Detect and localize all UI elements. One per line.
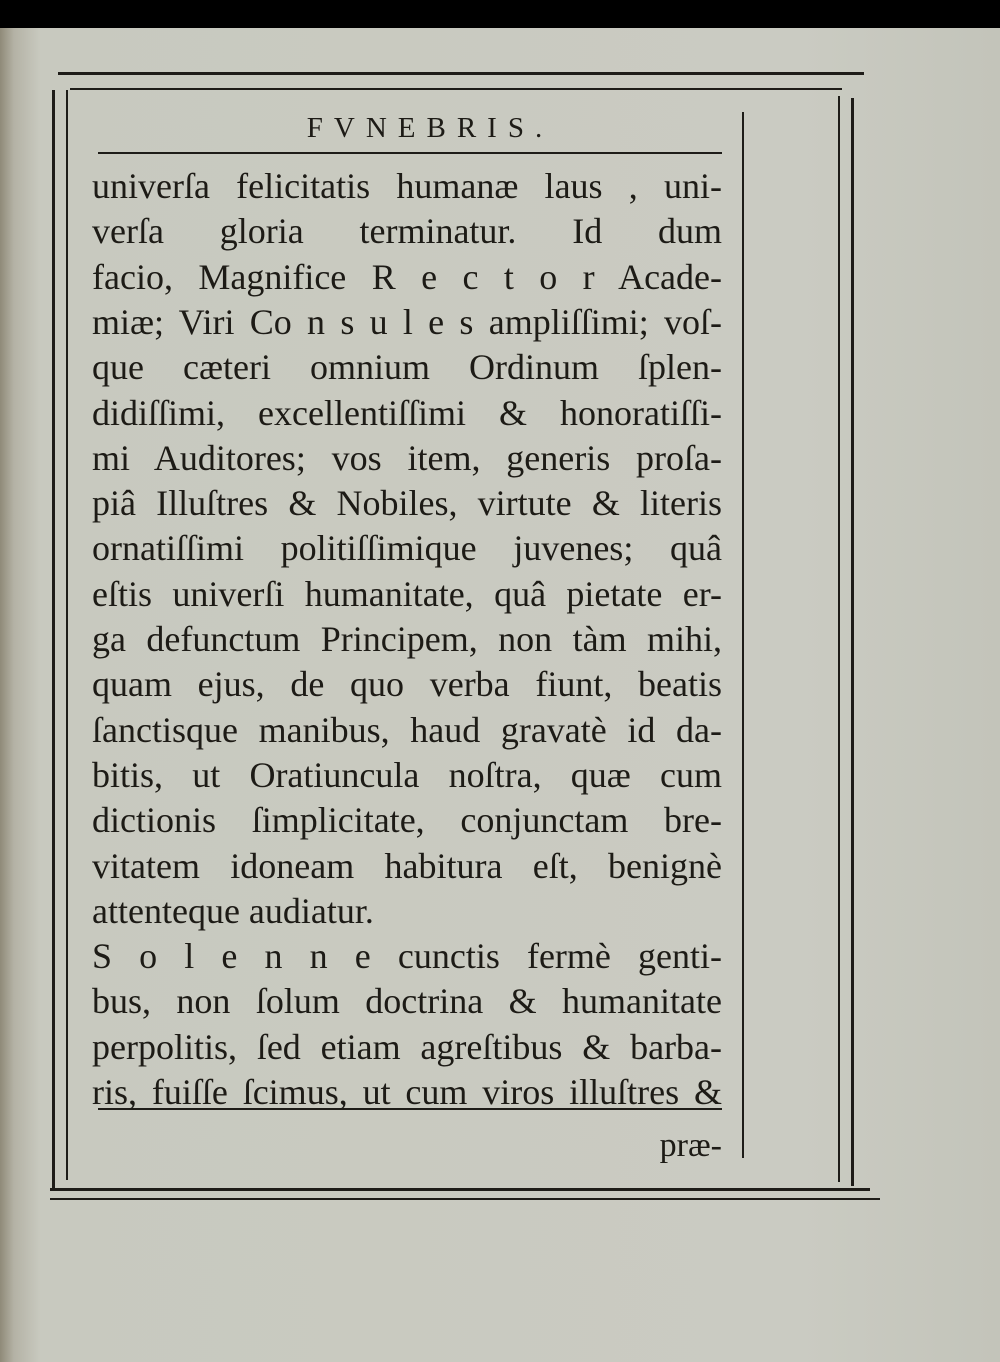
text-line: vitatem idoneam habitura eſt, benignè bbox=[92, 845, 722, 886]
text-line: bus, non ſolum doctrina & humanitate bbox=[92, 981, 722, 1022]
top-border-rule bbox=[58, 72, 864, 75]
right-border-inner bbox=[838, 96, 840, 1182]
text-line: verſa gloria terminatur. Id dum bbox=[92, 211, 722, 252]
text-line: bitis, ut Oratiuncula noſtra, quæ cum bbox=[92, 754, 722, 795]
running-header: FVNEBRIS. bbox=[306, 112, 554, 144]
left-border-inner bbox=[66, 90, 68, 1180]
text-line: piâ Illuſtres & Nobiles, virtute & literis bbox=[92, 483, 722, 524]
text-line: ris, fuiſſe ſcimus, ut cum viros illuſtres & bbox=[92, 1072, 722, 1112]
bottom-border-rule-outer bbox=[50, 1198, 880, 1200]
text-line: S o l e n n e cunctis fermè genti- bbox=[92, 936, 722, 977]
catchword: præ- bbox=[659, 1127, 722, 1164]
column-right-rule bbox=[742, 112, 744, 1158]
text-line: facio, Magnifice R e c t o r Acade- bbox=[92, 256, 722, 297]
right-border-outer bbox=[851, 98, 854, 1186]
left-border-outer bbox=[52, 90, 55, 1190]
text-line: miæ; Viri Co n s u l e s ampliſſimi; voſ- bbox=[92, 301, 722, 342]
text-line: quam ejus, de quo verba fiunt, beatis bbox=[92, 664, 722, 705]
text-line: eſtis univerſi humanitate, quâ pietate er- bbox=[92, 573, 722, 614]
text-line: attenteque audiatur. bbox=[92, 890, 374, 931]
text-line: que cæteri omnium Ordinum ſplen- bbox=[92, 347, 722, 388]
text-line: ornatiſſimi politiſſimique juvenes; quâ bbox=[92, 528, 722, 569]
text-line: didiſſimi, excellentiſſimi & honoratiſſi- bbox=[92, 392, 722, 433]
bottom-border-rule bbox=[50, 1188, 870, 1191]
header-rule bbox=[98, 152, 722, 154]
text-line: mi Auditores; vos item, generis proſa- bbox=[92, 437, 722, 478]
text-line: perpolitis, ſed etiam agreſtibus & barba- bbox=[92, 1026, 722, 1067]
text-line: ga defunctum Principem, non tàm mihi, bbox=[92, 619, 722, 659]
top-border-rule-inner bbox=[70, 88, 842, 90]
text-line: ſanctisque manibus, haud gravatè id da- bbox=[92, 709, 722, 750]
text-line: univerſa felicitatis humanæ laus , uni- bbox=[92, 166, 722, 206]
text-line: dictionis ſimplicitate, conjunctam bre- bbox=[92, 800, 722, 841]
